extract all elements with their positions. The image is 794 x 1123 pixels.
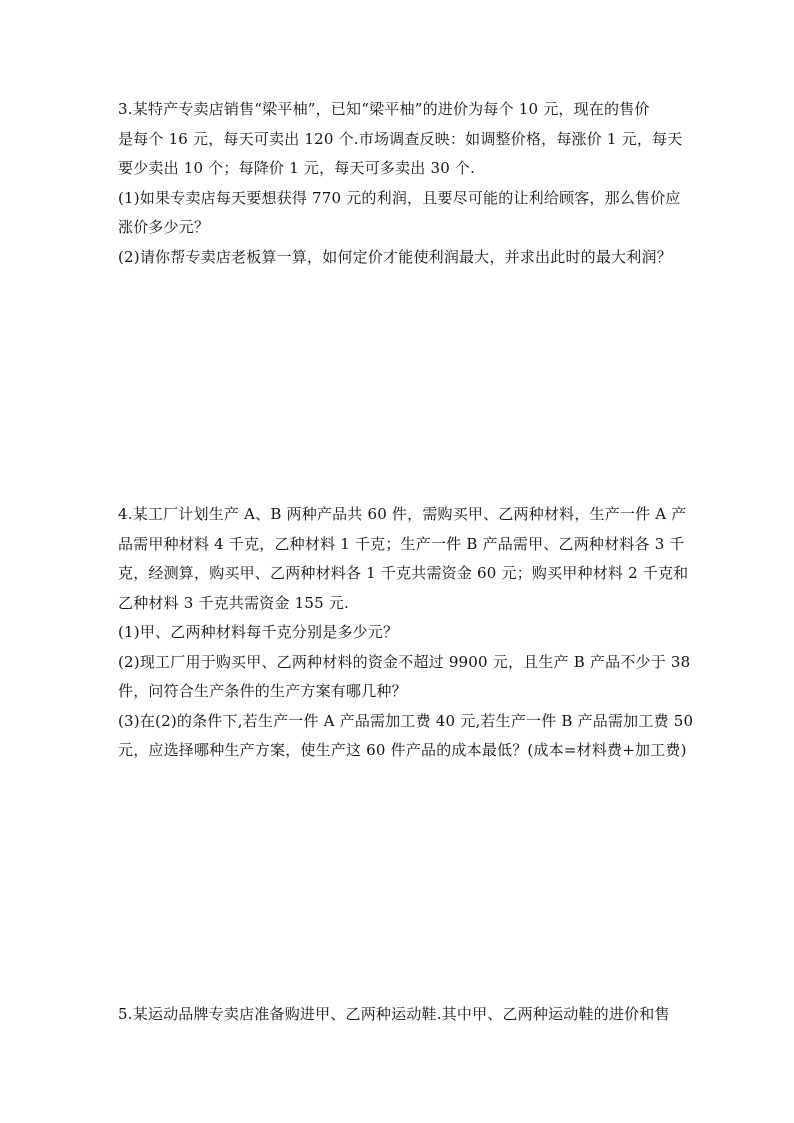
question-5-line-1: 5.某运动品牌专卖店准备购进甲、乙两种运动鞋.其中甲、乙两种运动鞋的进价和售 [118,1005,670,1023]
question-4 [118,500,702,766]
question-3-part-1-line-1: (1)如果专卖店每天要想获得 770 元的利润，且要尽可能的让利给顾客，那么售价应 [118,188,681,207]
question-3-line-1: 3.某特产专卖店销售“梁平柚”，已知“梁平柚”的进价为每个 10 元，现在的售价 [118,100,650,118]
question-3-part-1-line-2: 涨价多少元？ [118,218,210,236]
question-4-line-4: 乙种材料 3 千克共需资金 155 元. [118,593,350,612]
question-4-part-1: (1)甲、乙两种材料每千克分别是多少元？ [118,623,399,641]
question-3-line-2: 是每个 16 元，每天可卖出 120 个.市场调查反映：如调整价格，每涨价 1 元，每天 [118,129,683,148]
question-5 [118,1000,702,1030]
question-4-part-2-line-2: 件，问符合生产条件的生产方案有哪几种？ [118,682,407,700]
question-4-part-3-line-1: (3)在(2)的条件下,若生产一件 A 产品需加工费 40 元,若生产一件 B 产品需加工费 50 [118,711,694,730]
question-4-line-1: 4.某工厂计划生产 A、B 两种产品共 60 件，需购买甲、乙两种材料，生产一件 A 产 [118,505,687,523]
question-4-line-2: 品需甲种材料 4 千克，乙种材料 1 千克；生产一件 B 产品需甲、乙两种材料各 3 千 [118,534,685,553]
question-4-part-3-line-2: 元，应选择哪种生产方案，使生产这 60 件产品的成本最低？(成本=材料费+加工费) [118,741,687,759]
question-4-part-2-line-1: (2)现工厂用于购买甲、乙两种材料的资金不超过 9900 元，且生产 B 产品不少于 38 [118,652,691,671]
question-3-line-3: 要少卖出 10 个；每降价 1 元，每天可多卖出 30 个. [118,159,476,177]
question-3-part-2: (2)请你帮专卖店老板算一算，如何定价才能使利润最大，并求出此时的最大利润？ [118,247,672,266]
question-3 [118,95,702,272]
question-4-line-3: 克，经测算，购买甲、乙两种材料各 1 千克共需资金 60 元；购买甲种材料 2 千克和 [118,564,689,582]
